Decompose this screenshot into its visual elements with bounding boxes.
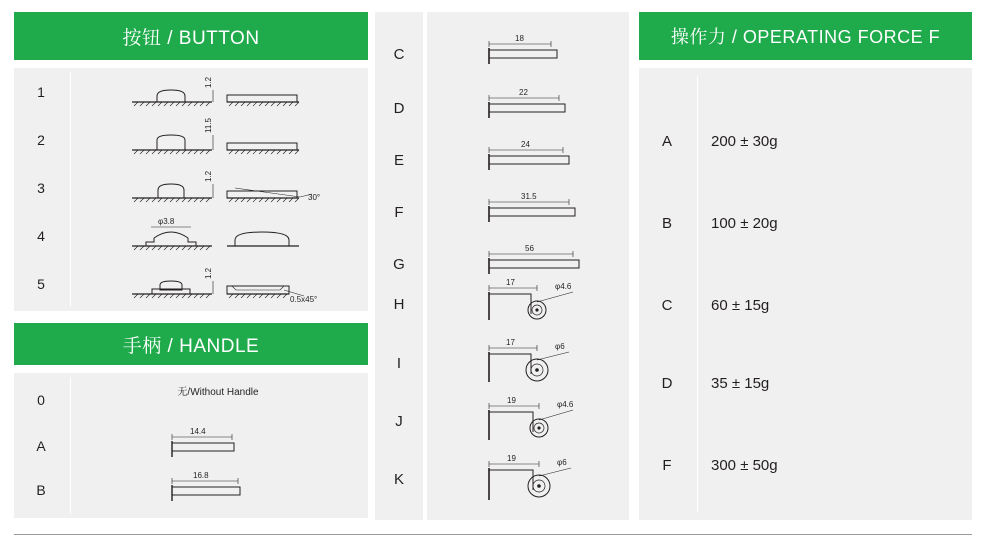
handle-section <box>14 323 368 518</box>
table-row <box>14 164 368 212</box>
button-section-header: 按钮 / BUTTON <box>14 12 368 60</box>
button-dimension-label: 1.2 <box>204 76 213 88</box>
lever-row-figure <box>427 392 629 450</box>
handle-none-label: 无/Without Handle <box>177 387 259 398</box>
force-row-key: F <box>662 457 672 474</box>
button-dimension-label: 11.5 <box>204 118 213 133</box>
handle-rows <box>14 373 368 518</box>
force-row-value: 300 ± 50g <box>711 457 778 474</box>
button-angle-label: 30° <box>308 193 321 202</box>
handle-dimension-label: 14.4 <box>190 427 206 436</box>
force-row-key: C <box>661 297 673 314</box>
button-dimension-label: 1.2 <box>204 170 213 182</box>
force-row-key: A <box>661 133 672 150</box>
lever-row-key: I <box>396 354 402 372</box>
table-row <box>639 186 972 261</box>
button-row-figure <box>72 212 364 260</box>
operating-force-rows <box>639 68 972 520</box>
force-row-value: 35 ± 15g <box>711 375 770 392</box>
lever-row-key: F <box>394 203 404 221</box>
handle-row-key: A <box>36 438 46 454</box>
handle-row-key: B <box>36 482 46 498</box>
lever-row-figure <box>427 334 629 392</box>
lever-row-figure <box>427 82 629 134</box>
button-section <box>14 12 368 311</box>
handle-row-key: 0 <box>37 392 45 408</box>
roller-diameter-label: φ4.6 <box>557 400 574 409</box>
handle-row-figure <box>72 423 364 469</box>
force-row-key: B <box>661 215 672 232</box>
lever-dimension-label: 19 <box>507 396 516 405</box>
button-row-key: 3 <box>37 180 45 196</box>
handle-row-figure <box>72 467 364 513</box>
lever-row-figure <box>427 274 629 334</box>
table-row <box>14 467 368 513</box>
table-row <box>14 116 368 164</box>
lever-row-key: G <box>393 255 405 273</box>
lever-dimension-label: 22 <box>519 88 528 97</box>
roller-diameter-label: φ6 <box>557 458 567 467</box>
lever-dimension-label: 18 <box>515 34 524 43</box>
lever-row-key: D <box>393 99 405 117</box>
lever-dimension-label: 17 <box>506 278 515 287</box>
table-row <box>639 268 972 343</box>
handle-section-header: 手柄 / HANDLE <box>14 323 368 365</box>
button-row-figure <box>72 164 364 212</box>
button-row-figure <box>72 116 364 164</box>
lever-key-column <box>375 12 423 520</box>
lever-row-key: C <box>393 45 405 63</box>
force-row-value: 200 ± 30g <box>711 133 778 150</box>
lever-row-figure <box>427 26 629 82</box>
button-diameter-label: φ3.8 <box>158 217 175 226</box>
lever-dimension-label: 17 <box>506 338 515 347</box>
table-row <box>639 346 972 421</box>
button-dimension-label: 1.2 <box>204 267 213 279</box>
table-row <box>14 68 368 116</box>
button-row-key: 5 <box>37 276 45 292</box>
handle-dimension-label: 16.8 <box>193 471 209 480</box>
table-row <box>14 423 368 469</box>
operating-force-header: 操作力 / OPERATING FORCE F <box>639 12 972 60</box>
lever-row-figure <box>427 450 629 508</box>
table-row <box>14 260 368 308</box>
button-row-key: 2 <box>37 132 45 148</box>
lever-row-key: H <box>393 295 405 313</box>
lever-dimension-label: 19 <box>507 454 516 463</box>
lever-dimension-label: 56 <box>525 244 534 253</box>
button-row-key: 4 <box>37 228 45 244</box>
lever-row-key: J <box>395 412 403 430</box>
lever-row-figure <box>427 134 629 186</box>
button-rows <box>14 68 368 311</box>
table-row <box>639 428 972 503</box>
table-row <box>14 377 368 423</box>
operating-force-section <box>639 12 972 520</box>
lever-row-figure <box>427 186 629 238</box>
roller-diameter-label: φ6 <box>555 342 565 351</box>
force-row-value: 60 ± 15g <box>711 297 770 314</box>
button-chamfer-label: 0.5x45° <box>290 295 318 304</box>
button-row-figure <box>72 260 364 308</box>
roller-diameter-label: φ4.6 <box>555 282 572 291</box>
lever-dimension-label: 24 <box>521 140 530 149</box>
table-row <box>14 212 368 260</box>
lever-row-key: K <box>393 470 404 488</box>
lever-row-key: E <box>393 151 404 169</box>
lever-figure-column <box>427 12 629 520</box>
table-row <box>639 104 972 179</box>
button-row-figure <box>72 68 364 116</box>
lever-dimension-label: 31.5 <box>521 192 537 201</box>
force-row-value: 100 ± 20g <box>711 215 778 232</box>
footer-divider <box>14 534 972 535</box>
force-row-key: D <box>661 375 673 392</box>
button-row-key: 1 <box>37 84 45 100</box>
